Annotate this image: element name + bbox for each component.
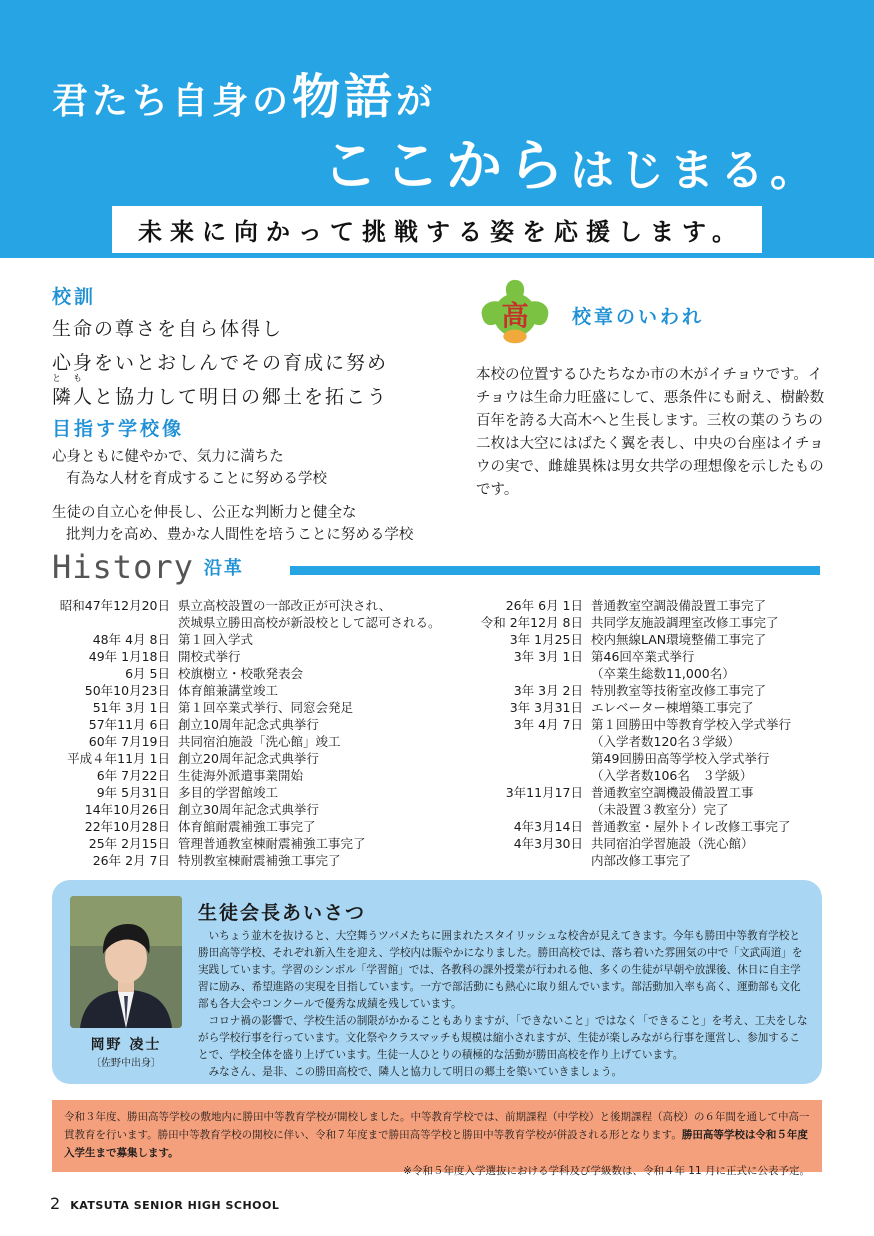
history-entry [466,682,791,699]
greeting-body [198,928,810,1081]
history-event: 第１回勝田中等教育学校入学式挙行 [591,717,792,732]
history-entry [50,614,441,631]
history-event: 特別教室等技術室改修工事完了 [591,683,767,698]
ideal-item: 心身ともに健やかで、気力に満ちた [52,449,284,465]
history-date: 3年 3月 1日 [513,649,583,664]
history-event: 創立20周年記念式典挙行 [178,751,319,766]
president-name: 岡野 凌士 [90,1037,162,1053]
history-event: 特別教室棟耐震補強工事完了 [178,853,341,868]
history-date: 4年3月30日 [513,836,583,851]
history-date: 6月 5日 [125,666,170,681]
history-date: 26年 2月 7日 [92,853,170,868]
history-date: 26年 6月 1日 [505,598,583,613]
president-origin: 〔佐野中出身〕 [91,1058,161,1069]
page-footer [50,1194,279,1213]
history-date [466,852,583,869]
history-entry [466,648,791,665]
history-event: 普通教室空調設備設置工事完了 [591,598,767,613]
motto-title: 校訓 [52,286,97,308]
greeting-paragraph: みなさん、是非、この勝田高校で、隣人と協力して明日の郷土を築いていきましょう。 [208,1066,623,1078]
ruby-word: とも 隣人 [52,374,95,408]
history-date [466,767,583,784]
history-event: 体育館耐震補強工事完了 [178,819,316,834]
history-entry [50,682,441,699]
ideal-item: 生徒の自立心を伸長し、公正な判断力と健全な [52,505,357,521]
history-date: 6年 7月22日 [96,768,170,783]
history-entry [50,733,441,750]
history-date: 57年11月 6日 [88,717,170,732]
history-event: 校内無線LAN環境整備工事完了 [591,632,767,647]
motto-line: 心身をいとおしんでその育成に努め [52,352,389,374]
emblem-title: 校章のいわれ [572,306,705,328]
history-event: （入学者数106名 ３学級） [591,768,753,783]
history-event: 普通教室・屋外トイレ改修工事完了 [591,819,791,834]
history-title-en: History [52,548,194,586]
history-entry [466,733,791,750]
history-entry [50,801,441,818]
history-event: 体育館兼講堂竣工 [178,683,279,698]
history-entry [50,716,441,733]
history-event: エレベーター棟増築工事完了 [591,700,754,715]
history-event: 共同宿泊学習施設（洗心館） [591,836,754,851]
header-banner [0,0,874,258]
school-emblem-icon [476,276,554,354]
history-date: 平成４年11月 1日 [67,751,170,766]
headline-line2: ここからはじまる。 [322,134,820,199]
history-entry [466,631,791,648]
history-date [466,665,583,682]
history-date: 3年 3月31日 [509,700,583,715]
history-date: 51年 3月 1日 [92,700,170,715]
history-date [50,614,170,631]
history-heading [52,548,244,586]
history-entry [50,767,441,784]
history-entry [50,699,441,716]
history-entry [466,597,791,614]
ruby-reading: とも [52,374,95,384]
history-date [466,801,583,818]
history-date: 9年 5月31日 [96,785,170,800]
history-event: （入学者数120名３学級） [591,734,740,749]
notice-strong: 勝田高等学校は令和５年度入学生まで募集します。 [64,1129,808,1159]
history-date: 3年 3月 2日 [513,683,583,698]
history-date: 49年 1月18日 [88,649,170,664]
history-entry [466,699,791,716]
history-event: 校旗樹立・校歌発表会 [178,666,304,681]
history-entry [466,665,791,682]
history-entry [50,835,441,852]
history-event: 第49回勝田高等学校入学式挙行 [591,751,770,766]
history-date: 60年 7月19日 [88,734,170,749]
ideal-lines [52,446,413,546]
history-title-jp: 沿革 [203,558,244,579]
history-date: 25年 2月15日 [88,836,170,851]
page-number: 2 [50,1194,61,1213]
history-event: 共同宿泊施設「洗心館」竣工 [178,734,341,749]
history-date [466,733,583,750]
history-event: 共同学友施設調理室改修工事完了 [591,615,779,630]
history-event: 生徒海外派遣事業開始 [178,768,304,783]
emblem-description: 本校の位置するひたちなか市の木がイチョウです。イチョウは生命力旺盛にして、悪条件にも耐え、樹齢数百年を誇る大高木へと生長します。三枚の葉のうちの二枚は大空にはばたく翼を表し、中央の台座はイチョウの実で、雌雄異株は男女共学の理想像を示したものです。 [476,367,825,498]
history-date: 3年 1月25日 [509,632,583,647]
history-event: （卒業生総数11,000名） [591,666,735,681]
ideal-title: 目指す学校像 [52,418,185,440]
history-event: 開校式挙行 [178,649,241,664]
history-date: 令和 2年12月 8日 [480,615,583,630]
emblem-glyph: 高 [501,299,529,332]
history-date: 3年11月17日 [505,785,583,800]
history-event: 多目的学習館竣工 [178,785,279,800]
history-entry [466,852,791,869]
history-entry [50,852,441,869]
history-date: 48年 4月 8日 [92,632,170,647]
history-entry [466,818,791,835]
history-entry [50,665,441,682]
president-photo [70,896,182,1028]
history-entry [50,750,441,767]
history-date: 14年10月26日 [84,802,170,817]
history-entry [466,716,791,733]
subtitle-band [0,200,874,258]
headline-line1: 君たち自身の物語が [52,69,437,125]
notice-text: 令和３年度、勝田高等学校の敷地内に勝田中等教育学校が開校しました。中等教育学校では、前期課程（中学校）と後期課程（高校）の６年間を通して中高一貫教育を行います。勝田中等教育学校の開校に伴い、令和７年度まで勝田高等学校と勝田中等教育学校が併設される形となります。勝田高等学校は令和５年度入学生まで募集します。 [64,1111,810,1159]
history-list-right [466,597,791,869]
history-entry [466,767,791,784]
history-date: 4年3月14日 [513,819,583,834]
history-date: 3年 4月 7日 [513,717,583,732]
greeting-paragraph: コロナ禍の影響で、学校生活の制限がかかることもありますが、「できないこと」ではなく「できること」を考え、工夫をしながら学校行事を行っています。文化祭やクラスマッチも規模は縮小されますが、生徒が楽しみながら行事を運営し、参加することで、学校全体を盛り上げています。生徒一人ひとりの積極的な活動が勝田高校を作り上げています。 [198,1015,808,1061]
history-entry [466,750,791,767]
history-date [466,750,583,767]
history-entry [50,631,441,648]
history-event: 県立高校設置の一部改正が可決され、 [178,598,392,613]
history-event: 第１回入学式 [178,632,254,647]
history-event: 創立30周年記念式典挙行 [178,802,319,817]
history-entry [50,648,441,665]
ideal-item: 有為な人材を育成することに努める学校 [66,471,327,487]
history-event: （未設置３教室分）完了 [591,802,729,817]
history-rule [290,566,820,575]
ideal-item: 批判力を高め、豊かな人間性を培うことに努める学校 [66,527,414,543]
history-list-left [50,597,441,869]
history-date: 昭和47年12月20日 [59,598,170,613]
history-event: 第46回卒業式挙行 [591,649,695,664]
history-event: 内部改修工事完了 [591,853,692,868]
notice-footnote: ※令和５年度入学選抜における学科及び学級数は、令和４年 11 月に正式に公表予定。 [403,1165,810,1177]
history-event: 創立10周年記念式典挙行 [178,717,319,732]
history-event: 普通教室空調機設備設置工事 [591,785,754,800]
greeting-title: 生徒会長あいさつ [198,902,367,924]
motto-line: 生命の尊さを自ら体得し [52,318,284,340]
history-entry [466,784,791,801]
school-name: KATSUTA SENIOR HIGH SCHOOL [70,1199,280,1212]
history-entry [466,614,791,631]
history-entry [466,801,791,818]
greeting-paragraph: いちょう並木を抜けると、大空舞うツバメたちに囲まれたスタイリッシュな校舎が見えてきます。今年も勝田中等教育学校と勝田高等学校、それぞれ新入生を迎え、学校内は賑やかになりました。勝田高校では、落ち着いた雰囲気の中で「文武両道」を実践しています。学習のシンボル「学習館」では、各教科の課外授業が行われる他、多くの生徒が早朝や放課後、休日に自主学習に励み、希望進路の実現を目指しています。一方で部活動にも熱心に取り組んでいます。部活動加入率も高く、運動部も文化部も各大会やコンクールで優秀な成績を残しています。 [198,930,803,1010]
history-entry [466,835,791,852]
president-greeting-box [52,880,822,1084]
history-entry [50,784,441,801]
history-date: 50年10月23日 [84,683,170,698]
motto-line: とも 隣人と協力して明日の郷土を拓こう [52,380,388,414]
history-event: 茨城県立勝田高校が新設校として認可される。 [178,615,441,630]
history-entry [50,597,441,614]
subtitle: 未来に向かって挑戦する姿を応援します。 [112,206,762,253]
history-event: 管理普通教室棟耐震補強工事完了 [178,836,366,851]
notice-box [52,1100,822,1177]
history-date: 22年10月28日 [84,819,170,834]
motto-lines [52,312,388,414]
history-entry [50,818,441,835]
history-event: 第１回卒業式挙行、同窓会発足 [178,700,354,715]
